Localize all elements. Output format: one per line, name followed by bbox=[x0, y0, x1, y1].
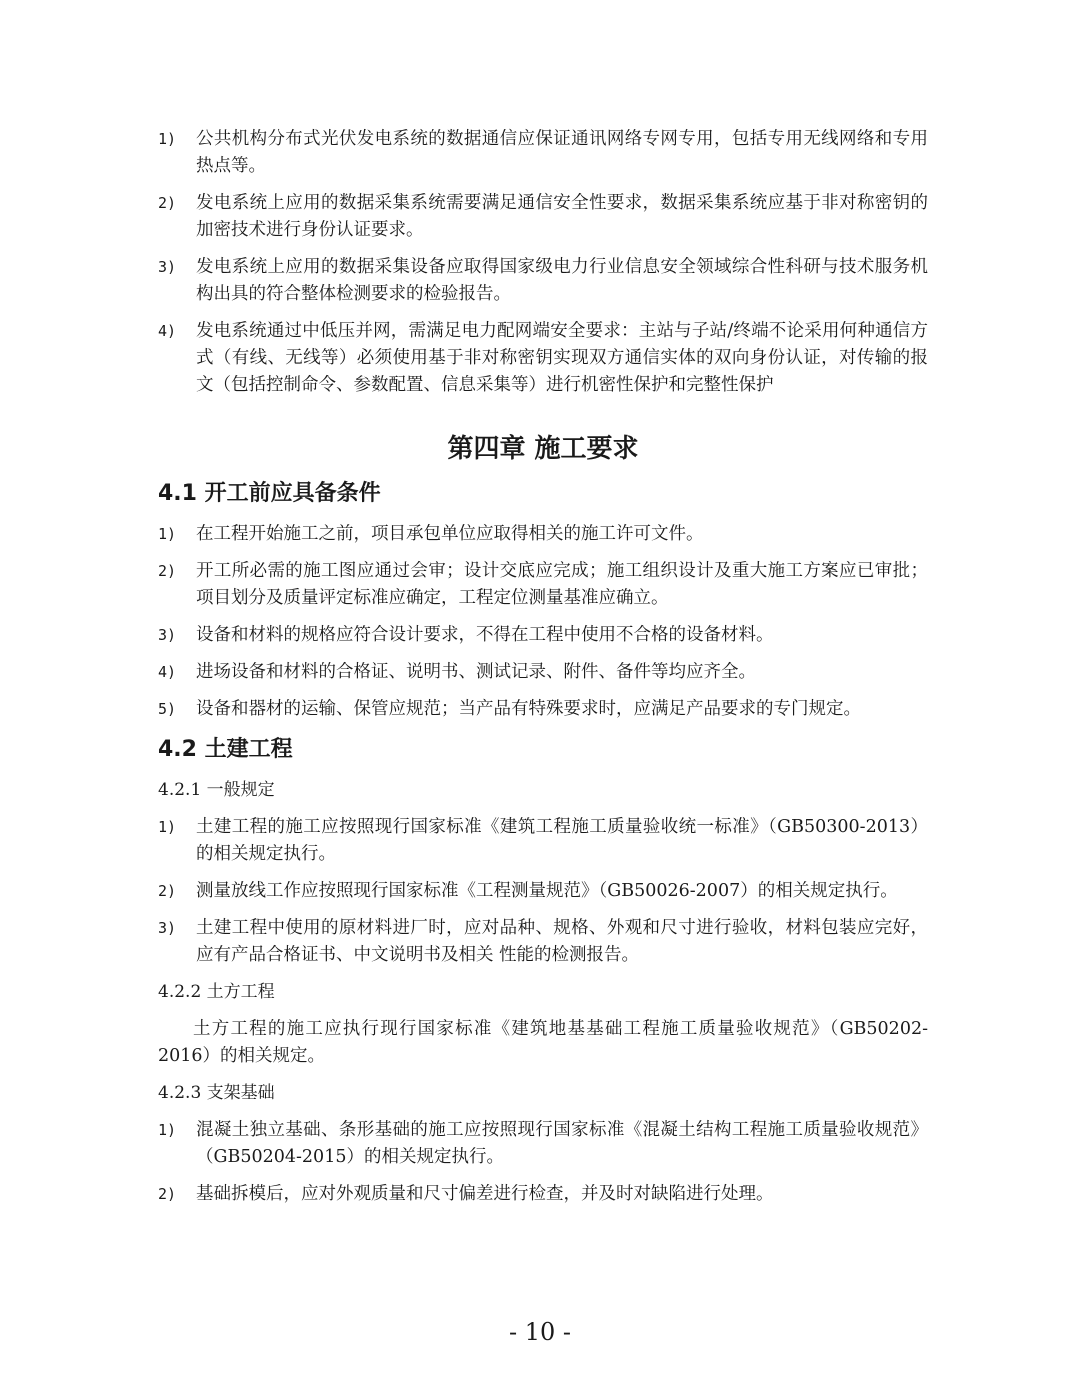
item-number: 2) bbox=[158, 1185, 177, 1203]
item-text: 公共机构分布式光伏发电系统的数据通信应保证通讯网络专网专用，包括专用无线网络和专用热点等。 bbox=[196, 129, 928, 176]
item-text: 发电系统通过中低压并网，需满足电力配网端安全要求：主站与子站/终端不论采用何种通信方式（有线、无线等）必须使用基于非对称密钥实现双方通信实体的双向身份认证，对传输的报文（包括控制命令、参数配置、信息采集等）进行机密性保护和完整性保护 bbox=[196, 321, 928, 395]
item-number: 5) bbox=[158, 700, 177, 718]
item-text: 土建工程的施工应按照现行国家标准《建筑工程施工质量验收统一标准》（GB50300-2013）的相关规定执行。 bbox=[196, 817, 928, 864]
item-text: 开工所必需的施工图应通过会审；设计交底应完成；施工组织设计及重大施工方案应已审批；项目划分及质量评定标准应确定，工程定位测量基准应确立。 bbox=[196, 561, 928, 608]
item-number: 3) bbox=[158, 626, 177, 644]
item-text: 测量放线工作应按照现行国家标准《工程测量规范》（GB50026-2007）的相关规定执行。 bbox=[196, 881, 898, 901]
subsection-4-2-1-list bbox=[158, 814, 928, 969]
item-text: 设备和材料的规格应符合设计要求，不得在工程中使用不合格的设备材料。 bbox=[196, 625, 774, 645]
list-item bbox=[158, 696, 928, 723]
subsection-4-2-3-list bbox=[158, 1117, 928, 1208]
list-item bbox=[158, 1117, 928, 1171]
section-title-4-1: 4.1 开工前应具备条件 bbox=[158, 481, 381, 506]
list-item bbox=[158, 190, 928, 244]
item-number: 3) bbox=[158, 919, 177, 937]
item-number: 4) bbox=[158, 663, 177, 681]
subsection-4-2-2-paragraph: 土方工程的施工应执行现行国家标准《建筑地基基础工程施工质量验收规范》（GB50202-2016）的相关规定。 bbox=[158, 1019, 928, 1066]
subsection-title-4-2-3: 4.2.3 支架基础 bbox=[158, 1083, 275, 1103]
subsection-title-4-2-2: 4.2.2 土方工程 bbox=[158, 982, 275, 1002]
item-number: 2) bbox=[158, 562, 177, 580]
list-item bbox=[158, 254, 928, 308]
chapter-title: 第四章 施工要求 bbox=[447, 434, 639, 464]
subsection-title-4-2-1: 4.2.1 一般规定 bbox=[158, 780, 275, 800]
list-item bbox=[158, 1181, 928, 1208]
item-number: 1) bbox=[158, 1121, 177, 1139]
item-number: 4) bbox=[158, 322, 177, 340]
item-number: 2) bbox=[158, 194, 177, 212]
item-text: 发电系统上应用的数据采集设备应取得国家级电力行业信息安全领域综合性科研与技术服务机构出具的符合整体检测要求的检验报告。 bbox=[196, 257, 928, 304]
item-number: 2) bbox=[158, 882, 177, 900]
item-text: 发电系统上应用的数据采集系统需要满足通信安全性要求，数据采集系统应基于非对称密钥的加密技术进行身份认证要求。 bbox=[196, 193, 928, 240]
list-item bbox=[158, 814, 928, 868]
item-number: 1) bbox=[158, 525, 177, 543]
page-number: - 10 - bbox=[508, 1318, 571, 1346]
item-number: 1) bbox=[158, 130, 177, 148]
list-item bbox=[158, 558, 928, 612]
item-number: 3) bbox=[158, 258, 177, 276]
item-text: 在工程开始施工之前，项目承包单位应取得相关的施工许可文件。 bbox=[196, 524, 704, 544]
list-item bbox=[158, 878, 928, 905]
list-item bbox=[158, 915, 928, 969]
list-item bbox=[158, 622, 928, 649]
intro-list bbox=[158, 126, 928, 399]
list-item bbox=[158, 126, 928, 180]
section-title-4-2: 4.2 土建工程 bbox=[158, 737, 293, 762]
item-text: 混凝土独立基础、条形基础的施工应按照现行国家标准《混凝土结构工程施工质量验收规范》（GB50204-2015）的相关规定执行。 bbox=[196, 1120, 928, 1167]
list-item bbox=[158, 318, 928, 399]
item-text: 进场设备和材料的合格证、说明书、测试记录、附件、备件等均应齐全。 bbox=[196, 662, 756, 682]
section-4-1-list bbox=[158, 521, 928, 723]
page-content bbox=[158, 126, 928, 1218]
item-number: 1) bbox=[158, 818, 177, 836]
item-text: 基础拆模后，应对外观质量和尺寸偏差进行检查，并及时对缺陷进行处理。 bbox=[196, 1184, 774, 1204]
list-item bbox=[158, 659, 928, 686]
list-item bbox=[158, 521, 928, 548]
item-text: 设备和器材的运输、保管应规范；当产品有特殊要求时，应满足产品要求的专门规定。 bbox=[196, 699, 861, 719]
item-text: 土建工程中使用的原材料进厂时，应对品种、规格、外观和尺寸进行验收，材料包装应完好，应有产品合格证书、中文说明书及相关 性能的检测报告。 bbox=[196, 918, 928, 965]
